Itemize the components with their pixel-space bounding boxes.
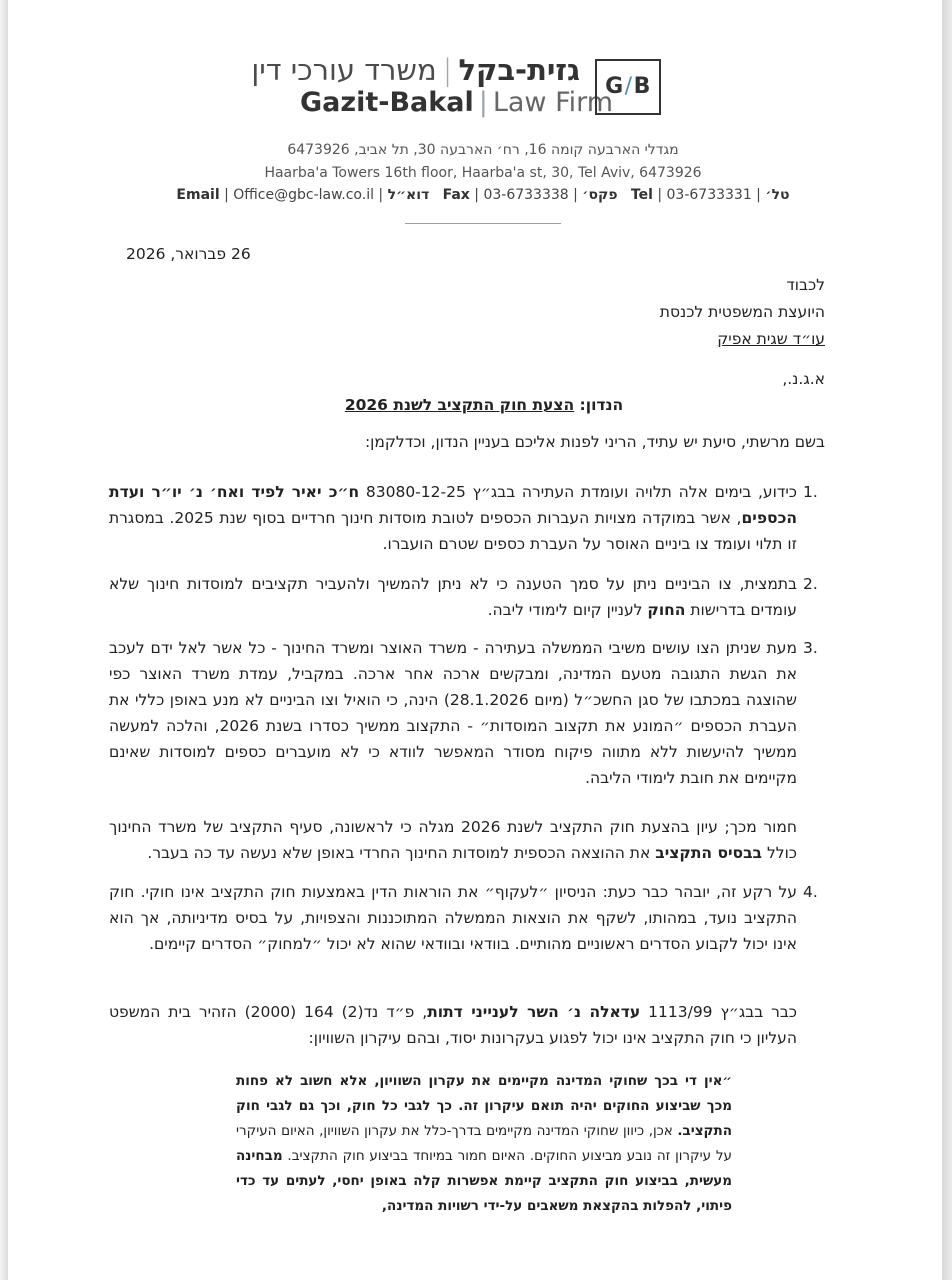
subject-line	[208, 395, 760, 415]
p4b-text-a: כבר בבג״ץ 1113/99	[648, 1003, 797, 1021]
logo-separator: |	[478, 87, 488, 118]
address-hebrew: מגדלי הארבעה קומה 16, רח׳ הארבעה 30, תל אביב, 6473926	[287, 142, 679, 158]
opening-line: בשם מרשתי, סיעת יש עתיד, הריני לפנות אליכם בעניין הנדון, וכדלקמן:	[364, 433, 825, 451]
p3b-text-b: את ההוצאה הכספית למוסדות החינוך החרדי באופן שלא נעשה עד כה בעבר.	[147, 844, 651, 862]
letterhead-divider	[405, 223, 561, 224]
p2-text-b: לעניין קיום לימודי ליבה.	[487, 601, 643, 619]
logo-letter-g: G	[605, 74, 624, 99]
logo-slash: /	[624, 74, 633, 99]
p3b-bold: בבסיס התקציב	[655, 844, 763, 862]
paragraph-4b	[109, 999, 797, 1051]
fax-label-he: פקס׳	[582, 187, 618, 203]
paragraph-1	[109, 479, 797, 557]
paragraph-number: 4.	[803, 883, 818, 901]
tel-label: Tel	[630, 187, 653, 203]
p2-bold: החוק	[647, 601, 686, 619]
quote-bold-1: ״אין די בכך שחוקי המדינה מקיימים את עקרון השוויון, אלא חשוב לא פחות מכך שביצוע החוקים יהיה תואם עיקרון זה. כך לגבי כל חוק, וכך גם לגבי חוק התקציב.	[236, 1073, 732, 1139]
email-label: Email	[176, 187, 220, 203]
p4b-text-b: , פ״ד נד(2) 164 (2000) הזהיר בית המשפט העליון כי חוק התקציב אינו יכול לפגוע בעקרונות יסוד, ובהם עיקרון השוויון:	[109, 1003, 797, 1047]
paragraph-number: 3.	[803, 639, 818, 657]
salutation: לכבוד	[786, 276, 825, 294]
page-edge-right	[942, 0, 952, 1280]
tel-value: 03-6733331	[666, 187, 752, 203]
paragraph-2	[109, 571, 797, 623]
p4b-case-name: עדאלה נ׳ השר לענייני דתות	[427, 1003, 641, 1021]
contact-line: Email | Office@gbc-law.co.il | דוא״ל Fax | 03-6733338 | פקס׳ Tel | 03-6733331 | טל׳	[176, 187, 790, 203]
email-label-he: דוא״ל	[387, 187, 430, 203]
email-value[interactable]: Office@gbc-law.co.il	[233, 187, 374, 203]
page-edge-left	[0, 0, 8, 1280]
firm-logo-mark	[595, 59, 661, 115]
firm-name-hebrew	[251, 52, 580, 88]
paragraph-3: מעת שניתן הצו עושים משיבי הממשלה בעתירה - משרד האוצר ומשרד החינוך - כל אשר לאל ידם לעכב את הגשת התגובה מטעם המדינה, ומבקשים ארכה אחר ארכה. במקביל, עמדת משרד האוצר כפי שהוצגה במכתבו של סגן החשכ״ל (מיום 28.1.2026) הינה, כי הואיל וצו הביניים לא מנע באופן כללי את העברת הכספים ״המונע את תקצוב המוסדות״ - התקצוב ממשיך כסדרו בשנת 2026, והלכה למעשה ממשיך להיעשות ללא מתווה פיקוח מסודר המאפשר לוודא כי לא מועברים כספים למוסדות שאינם מקיימים את חובת לימודי הליבה.	[109, 639, 797, 787]
quote-plain: אכן, כיוון שחוקי המדינה מקיימים בדרך-כלל את עקרון השוויון, האיום העיקרי על עיקרון זה נובע מביצוע החוקים. האיום חמור במיוחד בביצוע חוק התקציב.	[236, 1123, 732, 1164]
firm-type-en: Law Firm	[492, 87, 614, 118]
paragraph-3b	[109, 814, 797, 866]
paragraph-number: 2.	[803, 575, 818, 593]
fax-value: 03-6733338	[483, 187, 569, 203]
recipient-name: עו״ד שגית אפיק	[717, 330, 825, 348]
greeting: א.ג.נ.,	[782, 370, 825, 388]
p1-case-name: ח״כ יאיר לפיד ואח׳ נ׳ יו״ר ועדת הכספים	[109, 483, 797, 527]
address-english: Haarba'a Towers 16th floor, Haarba'a st, 30, Tel Aviv, 6473926	[264, 165, 702, 181]
logo-separator: |	[442, 53, 453, 87]
tel-label-he: טל׳	[765, 187, 790, 203]
fax-label: Fax	[442, 187, 470, 203]
court-quote	[236, 1069, 732, 1219]
quote-bold-2: מבחינה מעשית, בביצוע חוק התקציב קיימת אפשרות קלה באופן יחסי, לעתים עד כדי פיתוי, להפלות בהקצאת משאבים על-ידי רשויות המדינה,	[236, 1148, 732, 1214]
subject-text: הצעת חוק התקציב לשנת 2026	[344, 396, 575, 414]
letter-page	[8, 0, 942, 1280]
p1-text-b: , אשר במוקדה מצויות העברות הכספים לטובת מוסדות חינוך חרדיים בסוף שנת 2025. במסגרת זו תלוי ועומד צו ביניים האוסר על העברת כספים שטרם הועברו.	[109, 509, 797, 553]
p1-text-a: כידוע, בימים אלה תלויה ועומדת העתירה בבג״ץ 83080-12-25	[365, 483, 797, 501]
firm-name-en: Gazit-Bakal	[300, 87, 474, 118]
firm-name-he: גזית-בקל	[458, 53, 580, 87]
letter-date: 26 פברואר, 2026	[126, 245, 251, 263]
logo-letter-b: B	[633, 74, 651, 99]
subject-label: הנדון:	[579, 396, 624, 414]
firm-type-he: משרד עורכי דין	[251, 53, 437, 87]
paragraph-number: 1.	[803, 483, 818, 501]
recipient-title: היועצת המשפטית לכנסת	[659, 303, 825, 321]
paragraph-4: על רקע זה, יובהר כבר כעת: הניסיון ״לעקוף״ את הוראות הדין באמצעות חוק התקציב אינו חוקי. חוק התקציב נועד, במהותו, לשקף את הוצאות הממשלה המתוכננות והצפויות, על בסיס מדיניותה, אך הוא אינו יכול לקבוע הסדרים ראשוניים מהותיים. בוודאי ובוודאי שהוא לא יכול ״למחוק״ הסדרים קיימים.	[109, 883, 797, 953]
p2-text-a: בתמצית, צו הביניים ניתן על סמך הטענה כי לא ניתן להמשיך ולהעביר תקציבים למוסדות חינוך שלא עומדים בדרישות	[109, 575, 797, 619]
p3b-text-a: חמור מכך; עיון בהצעת חוק התקציב לשנת 2026 מגלה כי לראשונה, סעיף התקציב של משרד החינוך כולל	[109, 818, 798, 862]
firm-name-english	[300, 86, 614, 120]
